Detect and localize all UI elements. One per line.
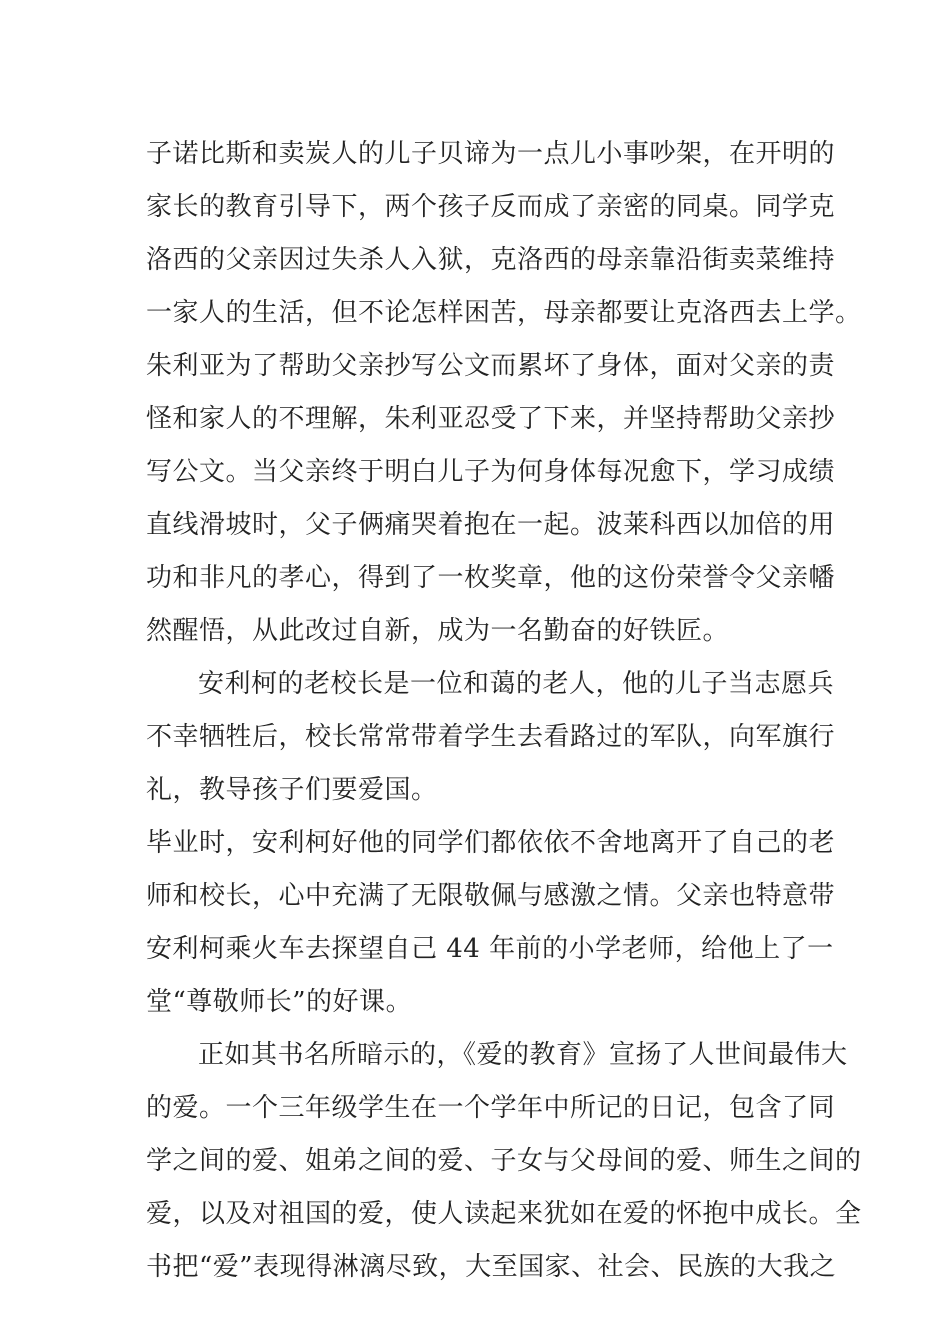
text-line: 学之间的爱、姐弟之间的爱、子女与父母间的爱、师生之间的 — [146, 1146, 862, 1176]
text-line: 礼，教导孩子们要爱国。 — [146, 775, 438, 805]
text-line: 正如其书名所暗示的，《爱的教育》宣扬了人世间最伟大 — [198, 1040, 848, 1070]
text-line: 毕业时，安利柯好他的同学们都依依不舍地离开了自己的老 — [146, 828, 836, 858]
text-line: 洛西的父亲因过失杀人入狱，克洛西的母亲靠沿街卖菜维持 — [146, 245, 836, 275]
text-line: 师和校长，心中充满了无限敬佩与感激之情。父亲也特意带 — [146, 881, 836, 911]
text-line: 书把“爱”表现得淋漓尽致，大至国家、社会、民族的大我之 — [146, 1252, 837, 1282]
text-line: 的爱。一个三年级学生在一个学年中所记的日记，包含了同 — [146, 1093, 836, 1123]
text-line: 安利柯乘火车去探望自己 44 年前的小学老师，给他上了一 — [146, 934, 834, 964]
text-line: 直线滑坡时，父子俩痛哭着抱在一起。波莱科西以加倍的用 — [146, 510, 836, 540]
text-line: 朱利亚为了帮助父亲抄写公文而累坏了身体，面对父亲的责 — [146, 351, 836, 381]
text-line: 一家人的生活，但不论怎样困苦，母亲都要让克洛西去上学。 — [146, 298, 862, 328]
text-line: 爱，以及对祖国的爱，使人读起来犹如在爱的怀抱中成长。全 — [146, 1199, 862, 1229]
text-line: 功和非凡的孝心，得到了一枚奖章，他的这份荣誉令父亲幡 — [146, 563, 836, 593]
text-line: 怪和家人的不理解，朱利亚忍受了下来，并坚持帮助父亲抄 — [146, 404, 836, 434]
text-line: 写公文。当父亲终于明白儿子为何身体每况愈下，学习成绩 — [146, 457, 836, 487]
text-line: 堂“尊敬师长”的好课。 — [146, 987, 413, 1017]
text-line: 不幸牺牲后，校长常常带着学生去看路过的军队，向军旗行 — [146, 722, 836, 752]
body-text — [146, 128, 862, 1294]
text-line: 安利柯的老校长是一位和蔼的老人，他的儿子当志愿兵 — [198, 669, 835, 699]
text-line: 家长的教育引导下，两个孩子反而成了亲密的同桌。同学克 — [146, 192, 836, 222]
text-line: 子诺比斯和卖炭人的儿子贝谛为一点儿小事吵架，在开明的 — [146, 139, 836, 169]
text-line: 然醒悟，从此改过自新，成为一名勤奋的好铁匠。 — [146, 616, 730, 646]
